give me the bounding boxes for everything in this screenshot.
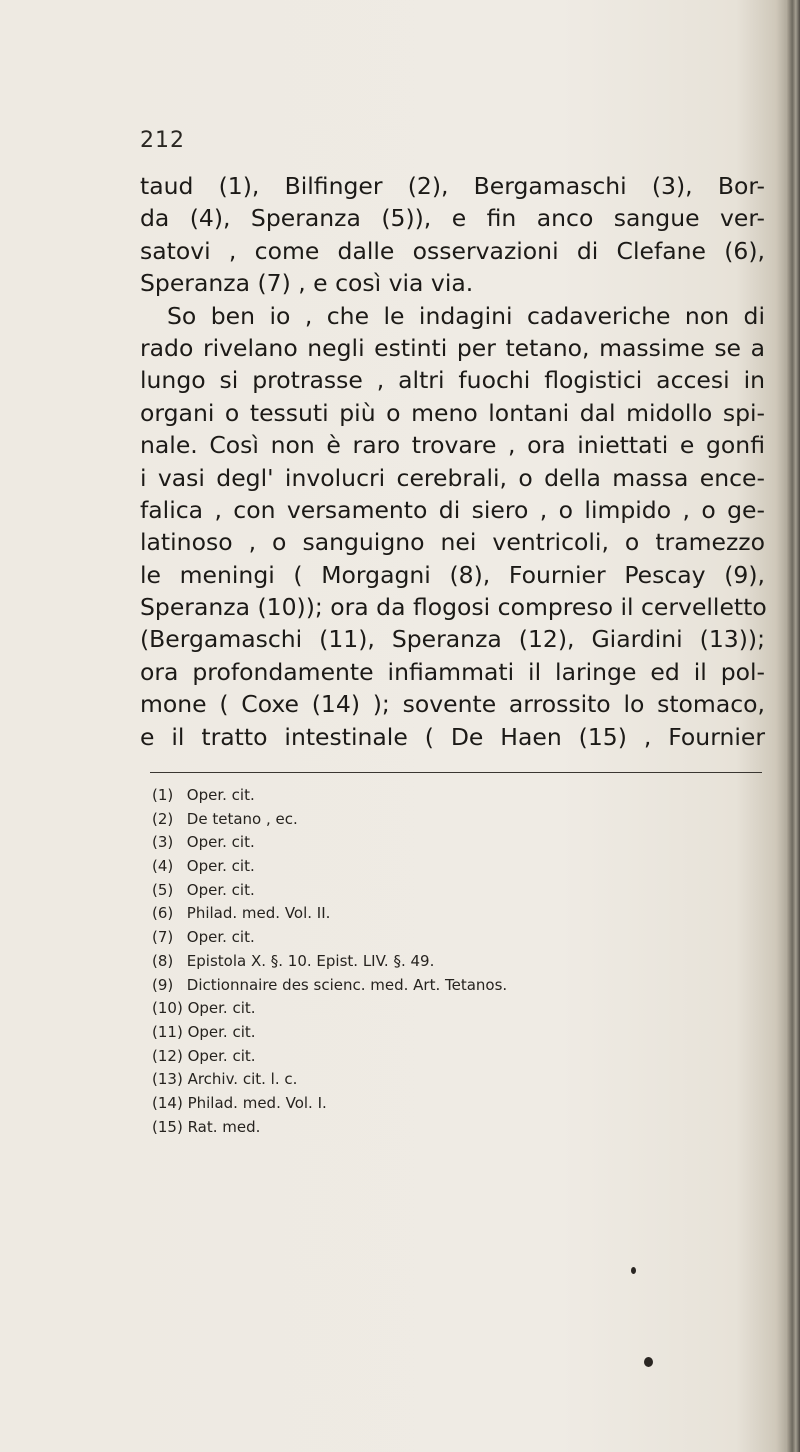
footnote-number: (9): [152, 975, 174, 994]
text-line: mone ( Coxe (14) ); sovente arrossito lo stomaco,: [140, 690, 765, 719]
footnote-item: [152, 1021, 762, 1045]
footnote-text: Oper. cit.: [187, 999, 256, 1018]
footnote-item: [152, 1116, 762, 1140]
footnote-item: [152, 1068, 762, 1092]
footnote-number: (3): [152, 833, 174, 852]
footnote-text: Philad. med. Vol. II.: [186, 904, 331, 923]
footnote-text: Oper. cit.: [187, 1046, 256, 1065]
footnote-item: [152, 950, 762, 974]
text-line: rado rivelano negli estinti per tetano, massime se a: [140, 333, 765, 362]
footnote-item: [152, 831, 762, 855]
footnote-item: [152, 808, 762, 832]
footnote-text: Philad. med. Vol. I.: [187, 1093, 327, 1112]
text-line: i vasi degl' involucri cerebrali, o della massa ence-: [140, 463, 765, 492]
text-line: (Bergamaschi (11), Speranza (12), Giardini (13));: [140, 625, 765, 654]
text-line: nale. Così non è raro trovare , ora iniettati e gonfi: [140, 431, 765, 460]
footnote-number: (5): [152, 880, 174, 899]
footnote-number: (2): [152, 809, 174, 828]
footnote-text: Oper. cit.: [186, 880, 255, 899]
footnote-number: (7): [152, 928, 174, 947]
page-number: 212: [140, 128, 185, 153]
footnote-text: Epistola X. §. 10. Epist. LIV. §. 49.: [186, 951, 435, 970]
footnote-text: Dictionnaire des scienc. med. Art. Tetanos.: [186, 975, 508, 994]
footnote-text: Oper. cit.: [186, 857, 255, 876]
footnote-number: (13): [152, 1070, 183, 1089]
footnote-number: (10): [152, 999, 183, 1018]
text-line: da (4), Speranza (5)), e fin anco sangue ver-: [140, 204, 765, 233]
ink-speck: [631, 1267, 636, 1274]
footnote-number: (6): [152, 904, 174, 923]
footnote-item: [152, 784, 762, 808]
footnote-item: [152, 926, 762, 950]
footnote-text: De tetano , ec.: [186, 809, 298, 828]
text-line: Speranza (7) , e così via via.: [140, 269, 474, 298]
footnote-number: (11): [152, 1022, 183, 1041]
footnote-item: [152, 974, 762, 998]
footnote-number: (15): [152, 1117, 183, 1136]
footnote-item: [152, 902, 762, 926]
text-line: So ben io , che le indagini cadaveriche non di: [167, 301, 765, 330]
footnote-item: [152, 855, 762, 879]
footnote-text: Archiv. cit. l. c.: [187, 1070, 298, 1089]
ink-speck: [644, 1357, 653, 1367]
footnote-text: Oper. cit.: [187, 1022, 256, 1041]
footnote-item: [152, 1045, 762, 1069]
text-line: taud (1), Bilfinger (2), Bergamaschi (3), Bor-: [140, 172, 765, 200]
text-line: lungo si protrasse , altri fuochi flogistici accesi in: [140, 366, 765, 395]
footnote-text: Oper. cit.: [186, 833, 255, 852]
text-line: organi o tessuti più o meno lontani dal midollo spi-: [140, 398, 765, 427]
footnote-divider: [150, 772, 762, 773]
footnote-number: (1): [152, 786, 174, 804]
footnote-text: Rat. med.: [187, 1117, 261, 1136]
main-text-block: [140, 170, 765, 753]
text-line: Speranza (10)); ora da flogosi compreso il cervelletto: [140, 593, 767, 622]
footnote-number: (4): [152, 857, 174, 876]
page-binding-edge: [786, 0, 800, 1452]
footnote-text: Oper. cit.: [186, 928, 255, 947]
text-line: falica , con versamento di siero , o limpido , o ge-: [140, 495, 765, 524]
footnote-item: [152, 879, 762, 903]
footnotes-list: [152, 784, 762, 1139]
text-line: latinoso , o sanguigno nei ventricoli, o tramezzo: [140, 528, 765, 557]
footnote-text: Oper. cit.: [186, 786, 255, 804]
footnote-number: (14): [152, 1093, 183, 1112]
text-line: e il tratto intestinale ( De Haen (15) , Fournier: [140, 722, 765, 751]
text-line: le meningi ( Morgagni (8), Fournier Pescay (9),: [140, 560, 765, 589]
footnote-number: (8): [152, 951, 174, 970]
text-line: satovi , come dalle osservazioni di Clefane (6),: [140, 236, 765, 265]
footnote-item: [152, 1092, 762, 1116]
footnote-number: (12): [152, 1046, 183, 1065]
text-line: ora profondamente infiammati il laringe ed il pol-: [140, 657, 765, 686]
footnote-item: [152, 997, 762, 1021]
